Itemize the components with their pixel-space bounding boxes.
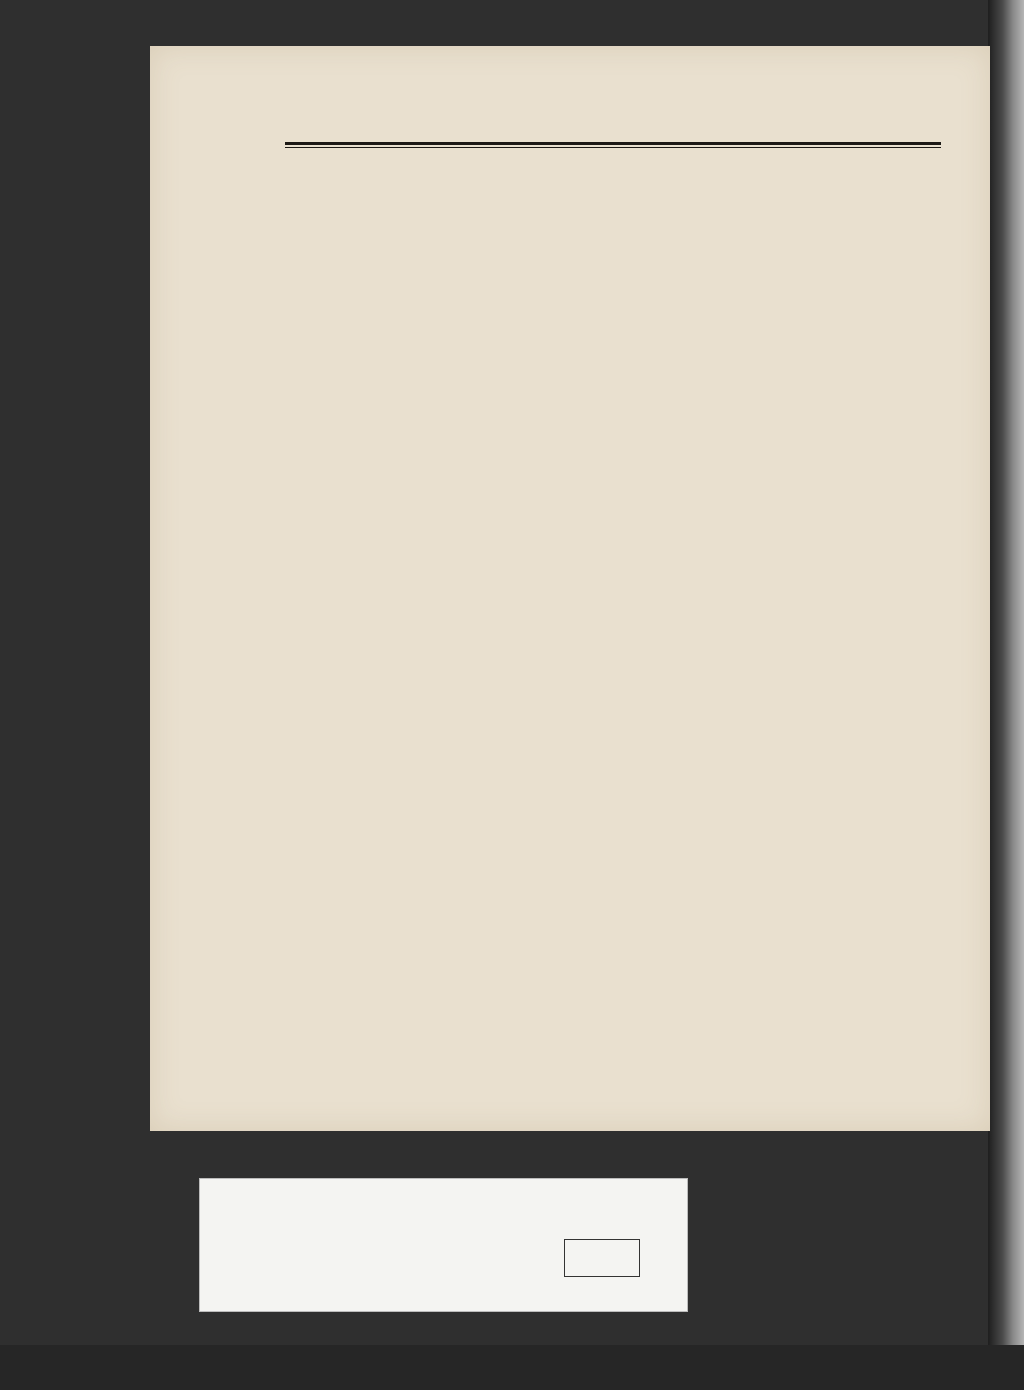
chapter-author (285, 256, 941, 290)
library-label (199, 1178, 688, 1312)
chapter-title-line-1 (285, 194, 941, 223)
catchword (285, 324, 941, 353)
page-text (285, 100, 941, 353)
chapter-title-line-2 (285, 223, 941, 252)
chapter-rule (285, 142, 941, 145)
running-header (285, 100, 941, 132)
chapter-rule-thin (285, 147, 941, 148)
chapter-number (285, 160, 941, 194)
gray-scale-swatch (564, 1239, 640, 1277)
footer-bar (0, 1345, 1024, 1390)
page-number (285, 100, 395, 132)
hab-logo-icon (8, 1353, 48, 1383)
book-edge (988, 0, 1024, 1345)
section-mark (285, 290, 941, 324)
scale-ruler (214, 1239, 454, 1275)
ruler-numbers (210, 1279, 450, 1303)
